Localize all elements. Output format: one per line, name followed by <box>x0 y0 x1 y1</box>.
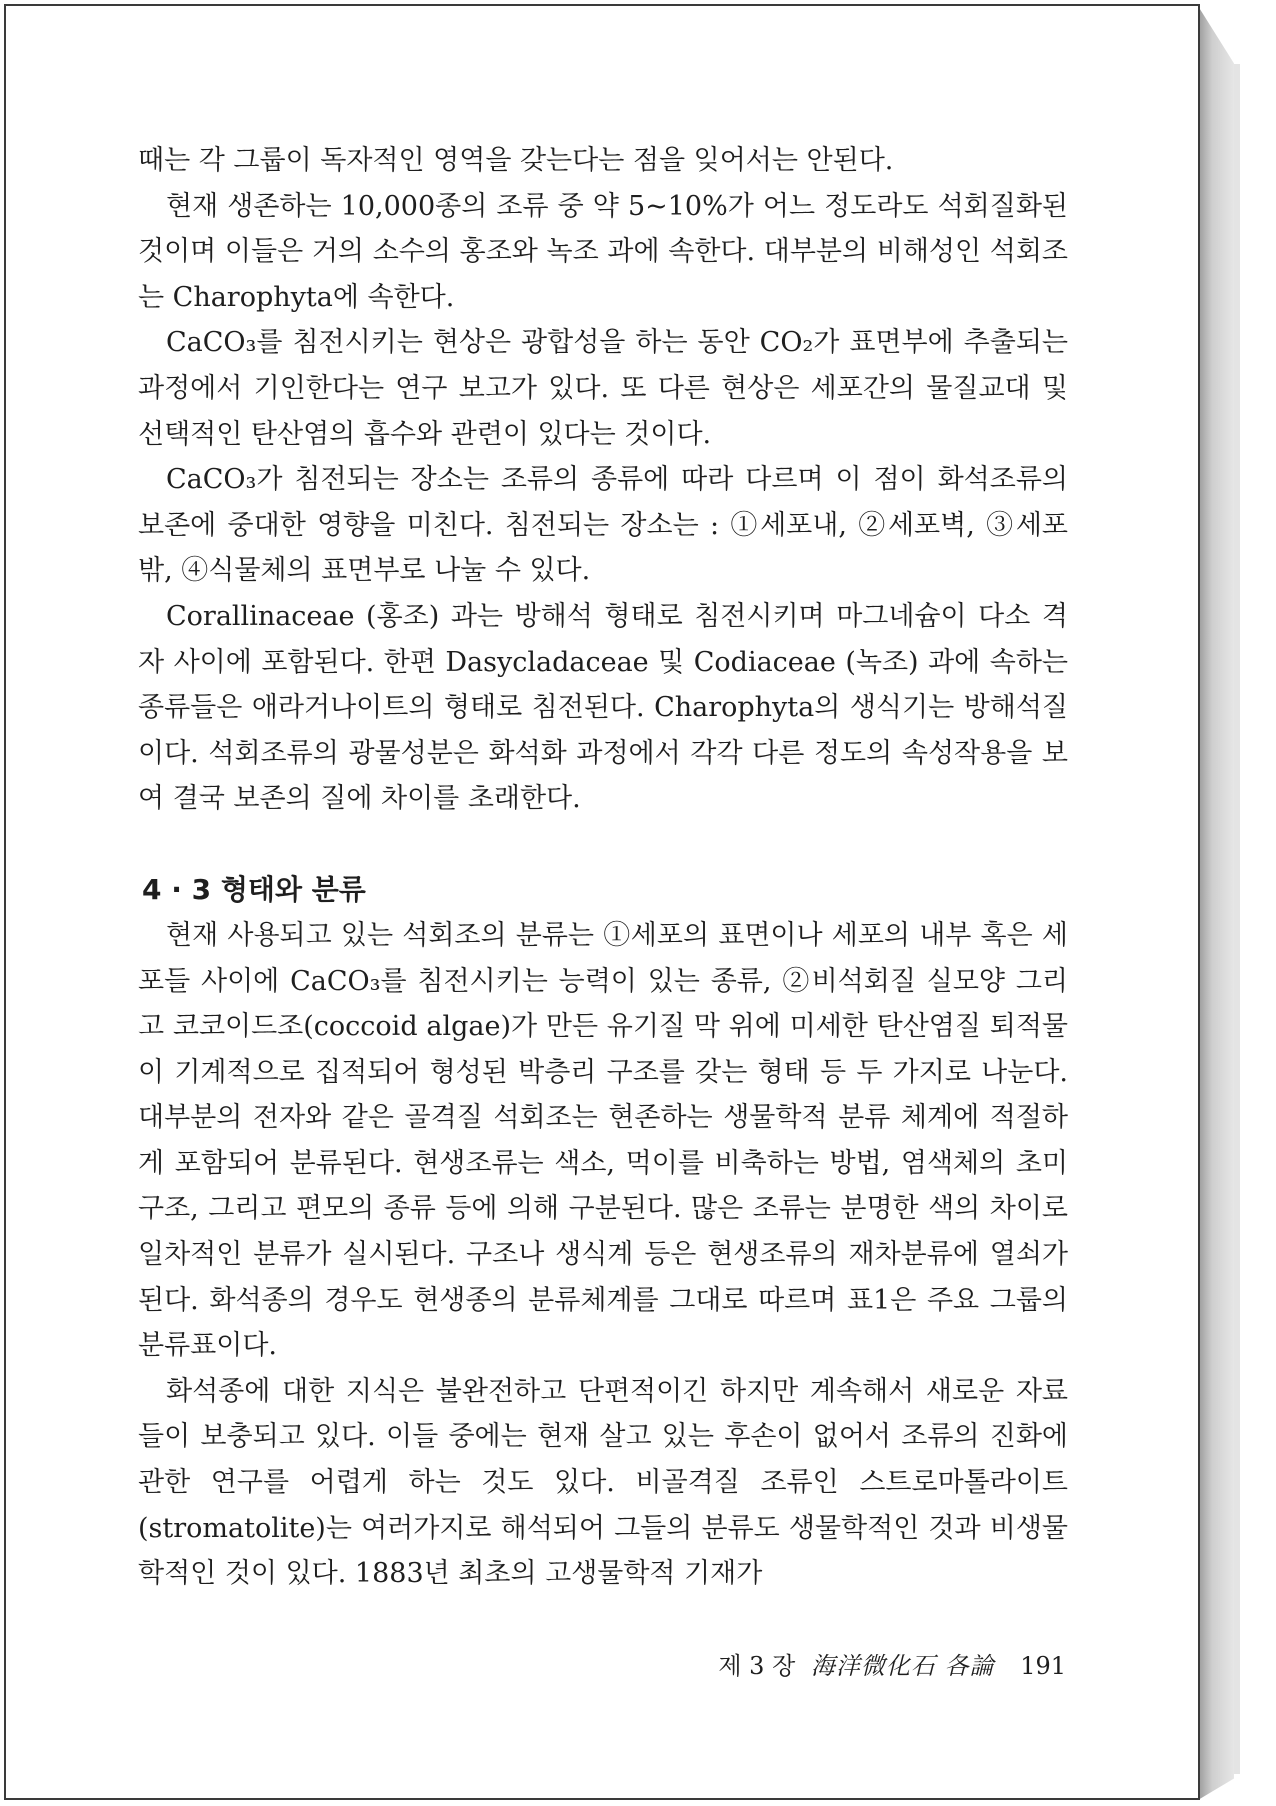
paragraph: 때는 각 그룹이 독자적인 영역을 갖는다는 점을 잊어서는 안된다. <box>138 145 894 176</box>
paragraph: 화석종에 대한 지식은 불완전하고 단편적이긴 하지만 계속해서 새로운 자료들이 보충되고 있다. 이들 중에는 현재 살고 있는 후손이 없어서 조류의 진화에 관한 연구를 어렵게 하는 것도 있다. 비골격질 조류인 스트로마톨라이트(stromatolite)는 여러가지로 해석되어 그들의 분류도 생물학적인 것과 비생물학적인 것이 있다. 1883년 최초의 고생물학적 기재가 <box>138 1375 1068 1590</box>
chapter-title: 海洋微化石 各論 <box>810 1652 995 1680</box>
paragraph: 현재 생존하는 10,000종의 조류 중 약 5~10%가 어느 정도라도 석회질화된 것이며 이들은 거의 소수의 홍조와 녹조 과에 속한다. 대부분의 비해성인 석회조는 Charophyta에 속한다. <box>138 190 1068 313</box>
paragraph: 현재 사용되고 있는 석회조의 분류는 ①세포의 표면이나 세포의 내부 혹은 세포들 사이에 CaCO₃를 침전시키는 능력이 있는 종류, ②비석회질 실모양 그리고 코코이드조(coccoid algae)가 만든 유기질 막 위에 미세한 탄산염질 퇴적물이 기계적으로 집적되어 형성된 박층리 구조를 갖는 형태 등 두 가지로 나눈다. 대부분의 전자와 같은 골격질 석회조는 현존하는 생물학적 분류 체계에 적절하게 포함되어 분류된다. 현생조류는 색소, 먹이를 비축하는 방법, 염색체의 초미구조, 그리고 편모의 종류 등에 의해 구분된다. 많은 조류는 분명한 색의 차이로 일차적인 분류가 실시된다. 구조나 생식계 등은 현생조류의 재차분류에 열쇠가 된다. 화석종의 경우도 현생종의 분류체계를 그대로 따르며 표1은 주요 그룹의 분류표이다. <box>138 919 1068 1362</box>
page-number: 191 <box>1020 1652 1066 1680</box>
paragraph: CaCO₃를 침전시키는 현상은 광합성을 하는 동안 CO₂가 표면부에 추출되는 과정에서 기인한다는 연구 보고가 있다. 또 다른 현상은 세포간의 물질교대 및 선택적인 탄산염의 흡수와 관련이 있다는 것이다. <box>138 327 1068 450</box>
page-edge-shadow <box>1234 64 1240 1774</box>
page-edge-shading <box>1198 6 1234 1800</box>
chapter-label: 제 3 장 <box>718 1652 796 1680</box>
paragraph: Corallinaceae (홍조) 과는 방해석 형태로 침전시키며 마그네슘이 다소 격자 사이에 포함된다. 한편 Dasycladaceae 및 Codiaceae (녹조) 과에 속하는 종류들은 애라거나이트의 형태로 침전된다. Charophyta의 생식기는 방해석질이다. 석회조류의 광물성분은 화석화 과정에서 각각 다른 정도의 속성작용을 보여 결국 보존의 질에 차이를 초래한다. <box>138 600 1068 815</box>
section-heading: 4 · 3 형태와 분류 <box>142 872 366 906</box>
paragraph: CaCO₃가 침전되는 장소는 조류의 종류에 따라 다르며 이 점이 화석조류의 보존에 중대한 영향을 미친다. 침전되는 장소는 : ①세포내, ②세포벽, ③세포밖, ④식물체의 표면부로 나눌 수 있다. <box>138 464 1068 587</box>
running-footer <box>700 1646 1066 1681</box>
page-body <box>138 138 1068 1597</box>
